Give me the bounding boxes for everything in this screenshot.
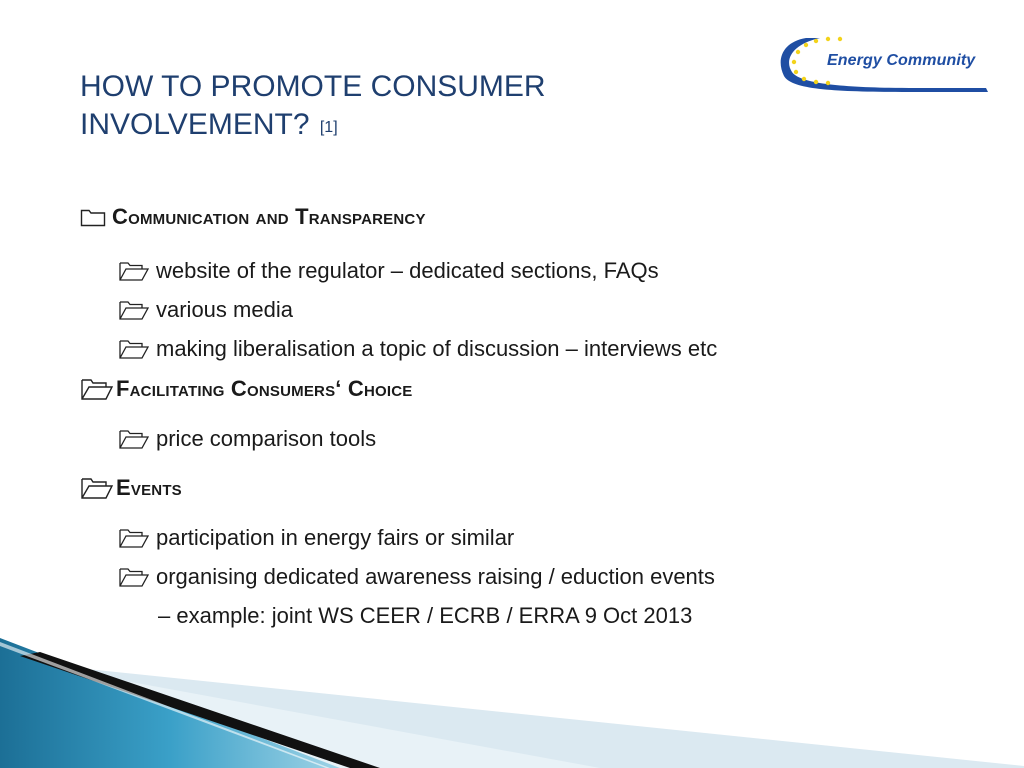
list-item-text: organising dedicated awareness raising / eduction events <box>156 564 715 589</box>
title-reference: [1] <box>319 119 338 136</box>
list-item-text: price comparison tools <box>156 426 377 451</box>
title-line-1: HOW TO PROMOTE CONSUMER <box>80 70 546 103</box>
list-item <box>118 297 293 323</box>
open-folder-icon <box>118 428 150 450</box>
section-heading-choice <box>80 376 413 402</box>
list-item-text: – example: joint WS CEER / ECRB / ERRA 9 Oct 2013 <box>158 603 693 628</box>
logo-text: Energy Community <box>827 52 976 69</box>
open-folder-icon <box>118 527 150 549</box>
bottom-decoration <box>0 638 1024 768</box>
open-folder-icon <box>80 476 114 500</box>
folder-icon <box>80 207 106 227</box>
energy-community-logo <box>776 30 996 100</box>
list-item-continuation <box>158 603 692 629</box>
list-item-text: participation in energy fairs or similar <box>156 525 515 550</box>
open-folder-icon <box>118 299 150 321</box>
list-item-text: various media <box>156 297 293 322</box>
open-folder-icon <box>80 377 114 401</box>
open-folder-icon <box>118 338 150 360</box>
section-heading-text: Communication and Transparency <box>112 204 426 229</box>
slide-title <box>80 68 640 147</box>
list-item <box>118 258 659 284</box>
list-item-text: making liberalisation a topic of discussion – interviews etc <box>156 336 718 361</box>
section-heading-events <box>80 475 182 501</box>
list-item <box>118 426 376 452</box>
list-item <box>118 336 717 362</box>
list-item <box>118 525 514 551</box>
list-item-text: website of the regulator – dedicated sections, FAQs <box>156 258 659 283</box>
title-line-2-text: INVOLVEMENT? <box>80 108 310 141</box>
open-folder-icon <box>118 260 150 282</box>
title-line-2 <box>80 106 640 147</box>
open-folder-icon <box>118 566 150 588</box>
section-heading-text: Facilitating Consumers‘ Choice <box>116 376 413 401</box>
section-heading-communication <box>80 204 426 230</box>
list-item <box>118 564 715 590</box>
section-heading-text: Events <box>116 475 182 500</box>
